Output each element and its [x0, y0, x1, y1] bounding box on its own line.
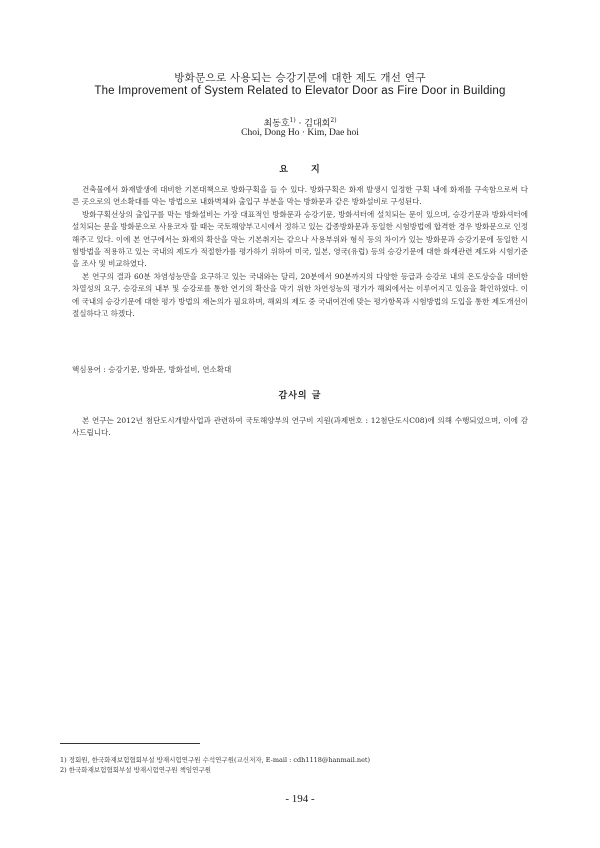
abstract-heading: 요 지	[279, 165, 321, 175]
footnotes	[60, 755, 530, 775]
author-2-name: 김대회	[304, 119, 331, 129]
author-2-footnote-marker: 2)	[330, 117, 337, 124]
authors-english: Choi, Dong Ho · Kim, Dae hoi	[241, 128, 359, 138]
english-title: The Improvement of System Related to Elevator Door as Fire Door in Building	[94, 85, 506, 97]
footnote-2: 2) 한국화재보험협회부설 방재시험연구원 책임연구원	[60, 766, 212, 774]
acknowledgement-body	[72, 415, 528, 440]
acknowledgement-heading: 감사의 글	[278, 391, 322, 401]
acknowledgement-text: 본 연구는 2012년 첨단도시개발사업과 관련하여 국토해양부의 연구비 지원(과제번호 : 12첨단도시C08)에 의해 수행되었으며, 이에 감사드립니다.	[72, 416, 528, 438]
abstract-body	[72, 184, 528, 320]
abstract-paragraph-2: 방화구획선상의 출입구를 막는 방화설비는 가장 대표적인 방화문과 승강기문, 방화셔터에 설치되는 문이 있으며, 승강기문과 방화셔터에 설치되는 문을 방화문으로 사용코자 할 때는 국토해양부고시에서 정하고 있는 갑종방화문과 동일한 시험방법에 합격한 경우 방화문으로 인정해주고 있다. 이에 본 연구에서는 화재의 확산을 막는 기본취지는 같으나 사용부위와 형식 등의 차이가 있는 방화문과 승강기문에 동일한 시험방법을 적용하고 있는 국내의 제도가 적절한가를 평가하기 위하여 미국, 일본, 영국(유럽) 등의 승강기문에 대한 화재관련 제도와 시험기준을 조사 및 비교하였다.	[72, 209, 528, 269]
page-number: - 194 -	[285, 793, 315, 805]
author-separator: ·	[295, 119, 305, 129]
abstract-paragraph-3: 본 연구의 결과 60분 차염성능만을 요구하고 있는 국내와는 달리, 20분에서 90분까지의 다양한 등급과 승강로 내의 온도상승을 대비한 차열성의 요구, 승강로의 내부 및 승강로를 통한 연기의 확산을 막기 위한 차연성능의 평가가 해외에서는 이루어지고 있음을 확인하였다. 이에 국내의 승강기문에 대한 평가 방법의 재논의가 필요하며, 해외의 제도 중 국내여건에 맞는 평가항목과 시험방법의 도입을 통한 제도개선이 절실하다고 하겠다.	[72, 271, 528, 319]
author-1-name: 최동호	[263, 119, 290, 129]
author-1-footnote-marker: 1)	[289, 117, 296, 124]
keywords: 핵심용어 : 승강기문, 방화문, 방화설비, 연소확대	[72, 365, 232, 374]
abstract-paragraph-1: 건축물에서 화재발생에 대비한 기본대책으로 방화구획을 들 수 있다. 방화구획은 화재 발생시 일정한 구획 내에 화재를 구속함으로써 다른 곳으로의 연소확대를 막는 방법으로 내화벽체와 출입구 부분을 막는 방화문과 같은 방화설비로 구성된다.	[72, 185, 528, 207]
korean-title: 방화문으로 사용되는 승강기문에 대한 제도 개선 연구	[174, 72, 426, 84]
footnote-divider	[60, 743, 200, 744]
footnote-1: 1) 정회원, 한국화재보험협회부설 방재시험연구원 수석연구원(교신저자, E-mail : cdh1118@hanmail.net)	[60, 756, 371, 764]
